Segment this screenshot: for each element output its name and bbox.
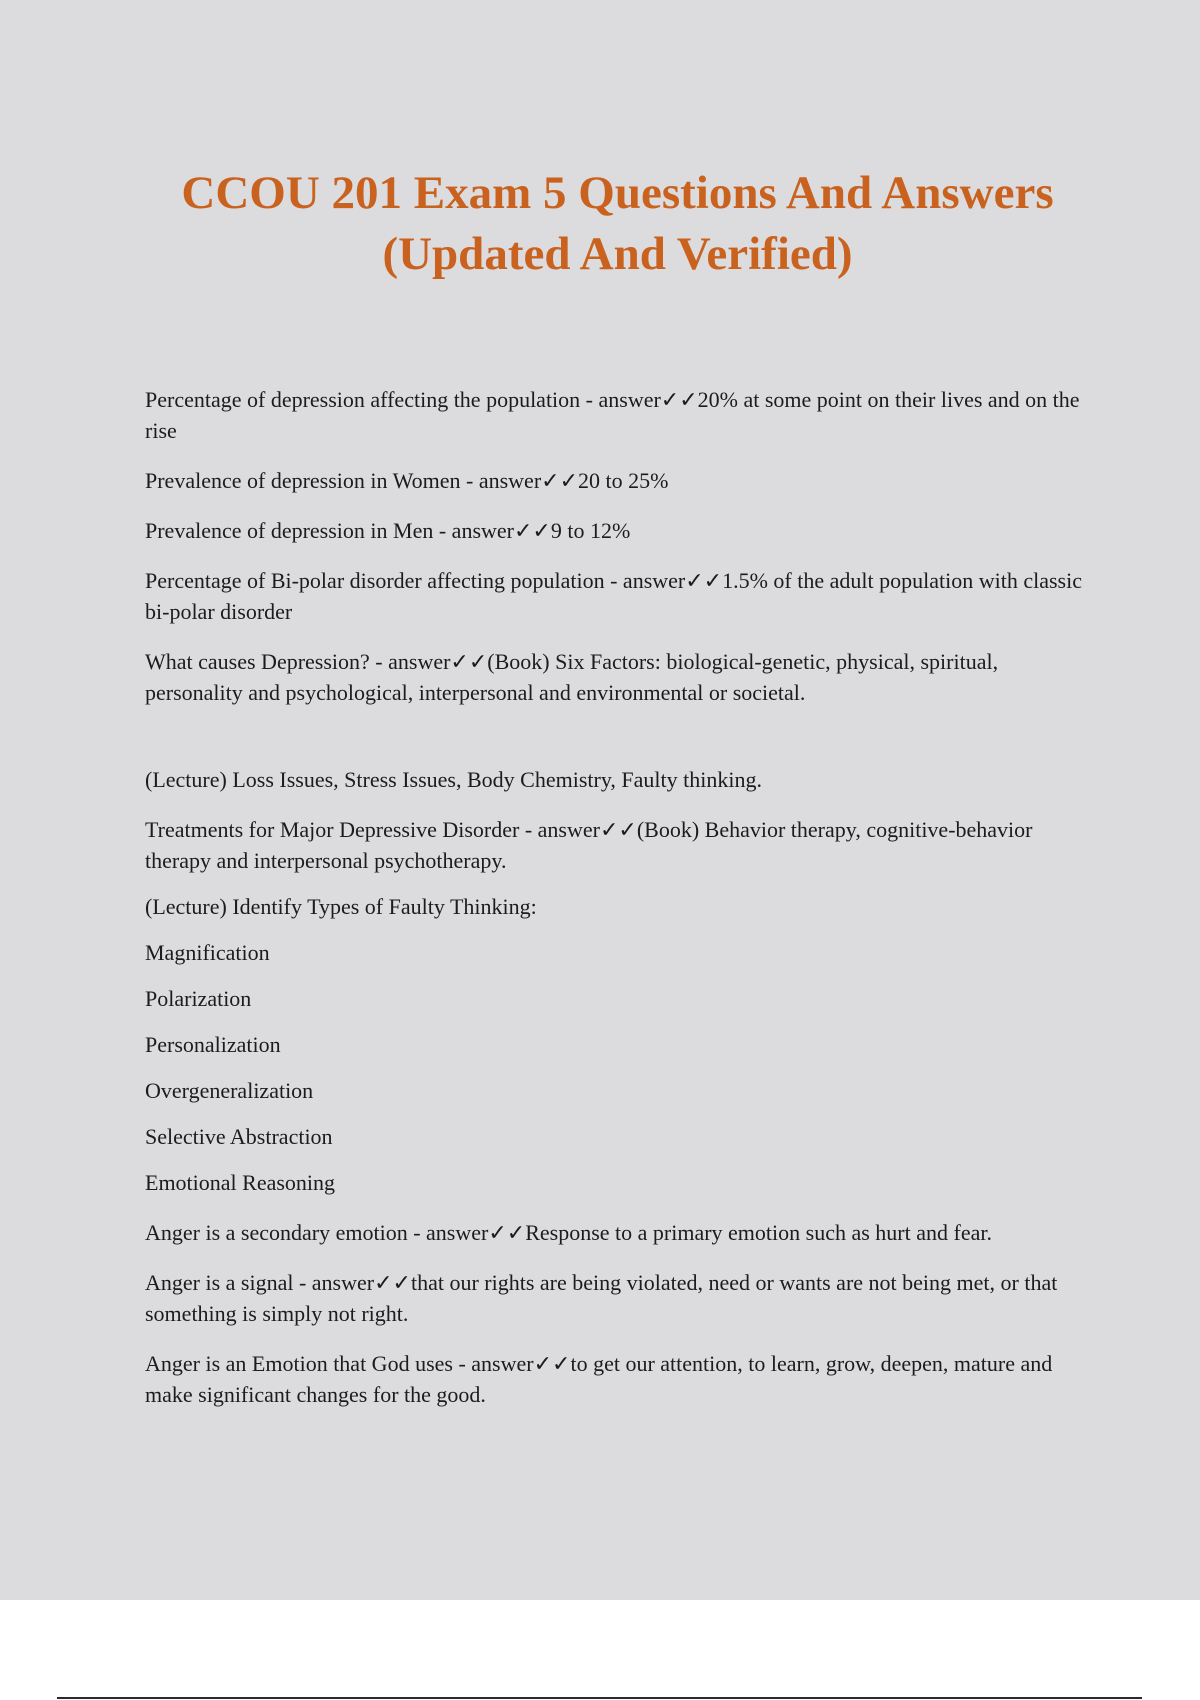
qa-anger-secondary: Anger is a secondary emotion - answer✓✓Response to a primary emotion such as hurt and fear. <box>145 1220 992 1245</box>
lecture-causes: (Lecture) Loss Issues, Stress Issues, Body Chemistry, Faulty thinking. <box>145 767 762 792</box>
qa-anger-signal: Anger is a signal - answer✓✓that our rights are being violated, need or wants are not being met, or that something is simply not right. <box>145 1270 1058 1326</box>
title-line-2: (Updated And Verified) <box>382 228 853 280</box>
qa-depression-men: Prevalence of depression in Men - answer✓✓9 to 12% <box>145 518 631 543</box>
title-line-1: CCOU 201 Exam 5 Questions And Answers <box>181 167 1054 219</box>
qa-depression-women: Prevalence of depression in Women - answer✓✓20 to 25% <box>145 468 669 493</box>
bottom-divider <box>57 1697 1142 1699</box>
list-item: Magnification <box>145 940 270 965</box>
document-body <box>145 384 1085 1410</box>
faulty-thinking-heading: (Lecture) Identify Types of Faulty Thinking: <box>145 894 537 919</box>
qa-depression-population: Percentage of depression affecting the population - answer✓✓20% at some point on their lives and on the rise <box>145 387 1080 443</box>
list-item: Personalization <box>145 1032 281 1057</box>
qa-mdd-treatments: Treatments for Major Depressive Disorder - answer✓✓(Book) Behavior therapy, cognitive-behavior therapy and interpersonal psychotherapy. <box>145 817 1033 873</box>
list-item: Emotional Reasoning <box>145 1170 336 1195</box>
qa-bipolar-population: Percentage of Bi-polar disorder affecting population - answer✓✓1.5% of the adult population with classic bi-polar disorder <box>145 568 1082 624</box>
qa-anger-god-uses: Anger is an Emotion that God uses - answer✓✓to get our attention, to learn, grow, deepen, mature and make significant changes for the good. <box>145 1351 1053 1407</box>
list-item: Selective Abstraction <box>145 1124 333 1149</box>
list-item: Overgeneralization <box>145 1078 314 1103</box>
qa-depression-causes: What causes Depression? - answer✓✓(Book) Six Factors: biological-genetic, physical, spiritual, personality and psychological, interpersonal and environmental or societal. <box>145 649 999 705</box>
list-item: Polarization <box>145 986 252 1011</box>
document-title <box>100 163 1135 285</box>
